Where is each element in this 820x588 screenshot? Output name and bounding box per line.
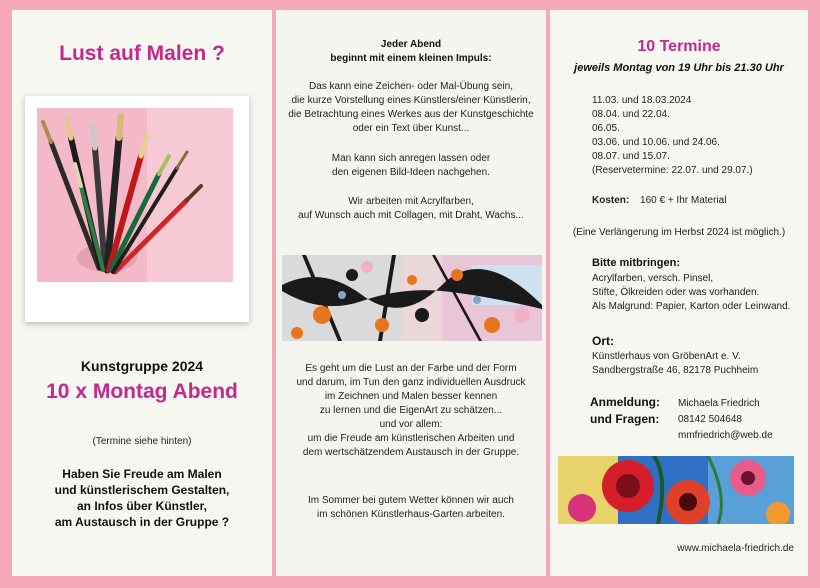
purpose-line: zu lernen und die EigenArt zu schätzen... (319, 405, 503, 416)
invite-line: und künstlerischem Gestalten, (54, 483, 230, 497)
flower-painting-strip (558, 456, 794, 524)
abstract-painting (282, 255, 542, 341)
bring-title: Bitte mitbringen: (592, 257, 680, 269)
headline: Lust auf Malen ? (59, 42, 225, 65)
date-item: (Reservetermine: 22.07. und 29.07.) (592, 165, 753, 176)
purpose-line: und darum, im Tun den ganz individuellen Ausdruck (296, 377, 526, 388)
location-label: Ort: (592, 334, 614, 348)
purpose-line: Es geht um die Lust an der Farbe und der Form (305, 363, 517, 374)
summer-text (276, 494, 546, 522)
bring-item: Stifte, Ölkreiden oder was vorhanden. (592, 287, 760, 298)
intro-heading (276, 38, 546, 66)
location-line: Sandbergstraße 46, 82178 Puchheim (592, 365, 759, 376)
bring-item: Als Malgrund: Papier, Karton oder Leinwand. (592, 301, 791, 312)
inspire-text (276, 152, 546, 180)
contact-name: Michaela Friedrich (678, 398, 760, 409)
purpose-line: im Zeichnen und Malen besser kennen (324, 391, 498, 402)
bring-item: Acrylfarben, versch. Pinsel, (592, 273, 714, 284)
invite-line: am Austausch in der Gruppe ? (54, 515, 230, 529)
dates-note: (Termine siehe hinten) (92, 436, 192, 447)
bring-list (592, 272, 790, 314)
left-panel (12, 10, 272, 576)
paintbrushes-illustration (37, 108, 233, 282)
date-item: 03.06. und 10.06. und 24.06. (592, 137, 720, 148)
invite-text (12, 466, 272, 530)
brushes-polaroid (25, 96, 249, 322)
purpose-line: dem wertschätzendem Austausch in der Gruppe. (302, 447, 520, 458)
inspire-line: den eigenen Bild-Ideen nachgehen. (332, 167, 490, 178)
materials-line: auf Wunsch auch mit Collagen, mit Draht, Wachs... (298, 210, 524, 221)
impulse-line: oder ein Text über Kunst... (352, 123, 470, 134)
schedule: jeweils Montag von 19 Uhr bis 21.30 Uhr (574, 62, 784, 74)
contact-email[interactable]: mmfriedrich@web.de (678, 430, 773, 441)
purpose-line: um die Freude am künstlerischen Arbeiten und (307, 433, 515, 444)
intro-line: Jeder Abend (380, 39, 442, 50)
date-item: 08.04. und 22.04. (592, 109, 670, 120)
impulse-text (276, 80, 546, 136)
location-line: Künstlerhaus von GröbenArt e. V. (592, 351, 741, 362)
inspire-line: Man kann sich anregen lassen oder (331, 153, 491, 164)
contact-info (678, 396, 773, 444)
impulse-line: Das kann eine Zeichen- oder Mal-Übung sein, (309, 81, 513, 92)
subtitle: 10 x Montag Abend (46, 380, 238, 403)
termine-title: 10 Termine (637, 38, 721, 55)
cost-label: Kosten: (592, 195, 630, 206)
right-panel (550, 10, 808, 576)
materials-line: Wir arbeiten mit Acrylfarben, (348, 196, 474, 207)
summer-line: im schönen Künstlerhaus-Garten arbeiten. (317, 509, 505, 520)
contact-labels (590, 394, 660, 428)
flower-painting (558, 456, 794, 524)
middle-panel (276, 10, 546, 576)
contact-label-2: und Fragen: (590, 412, 660, 426)
purpose-text (276, 362, 546, 460)
abstract-painting-strip (282, 255, 542, 341)
location-text (592, 350, 758, 378)
cost-value: 160 € + Ihr Material (640, 195, 727, 206)
intro-line: beginnt mit einem kleinen Impuls: (330, 53, 492, 64)
contact-phone: 08142 504648 (678, 414, 742, 425)
dates-list (592, 94, 753, 178)
website-link[interactable]: www.michaela-friedrich.de (677, 543, 794, 554)
invite-line: Haben Sie Freude am Malen (62, 467, 222, 481)
group-year: Kunstgruppe 2024 (80, 358, 204, 374)
extension-note: (Eine Verlängerung im Herbst 2024 ist möglich.) (572, 227, 786, 238)
impulse-line: die kurze Vorstellung eines Künstlers/einer Künstlerin, (291, 95, 531, 106)
summer-line: Im Sommer bei gutem Wetter können wir auch (307, 495, 514, 506)
brushes-photo (37, 108, 233, 282)
cost-row (592, 194, 726, 208)
contact-label-1: Anmeldung: (590, 395, 660, 409)
materials-text (276, 195, 546, 223)
date-item: 11.03. und 18.03.2024 (592, 95, 692, 106)
invite-line: an Infos über Künstler, (76, 499, 208, 513)
purpose-line: und vor allem: (379, 419, 443, 430)
date-item: 08.07. und 15.07. (592, 151, 670, 162)
date-item: 06.05. (592, 123, 620, 134)
impulse-line: die Betrachtung eines Werkes aus der Kunstgeschichte (288, 109, 534, 120)
